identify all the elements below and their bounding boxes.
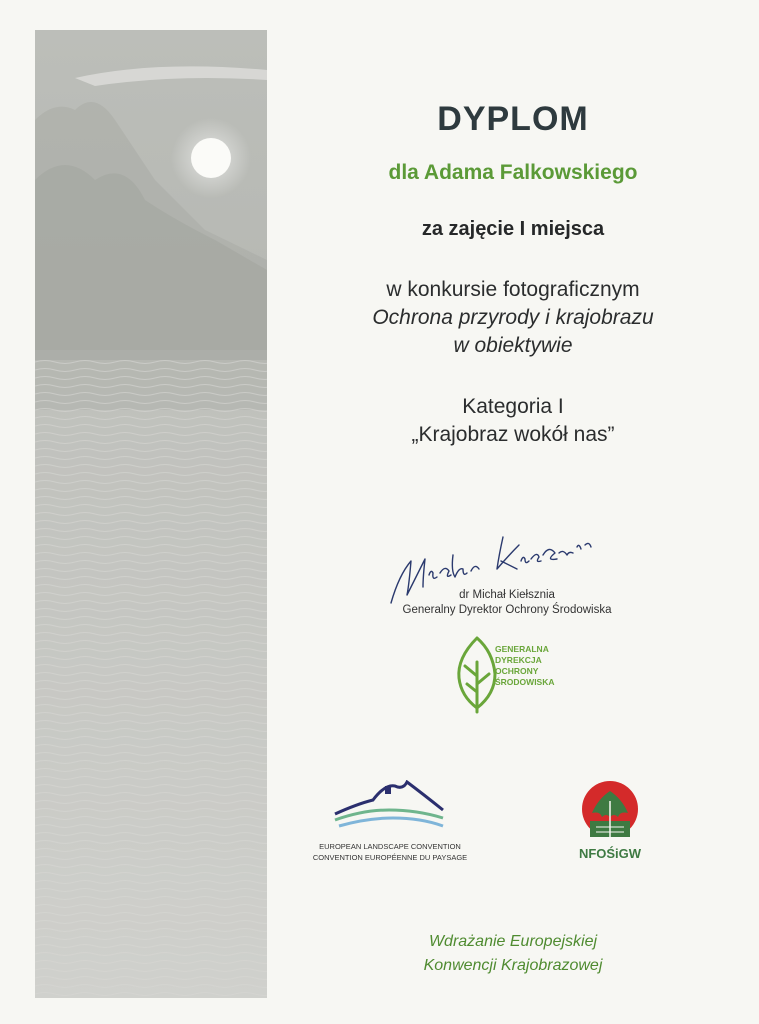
footer-line-2: Konwencji Krajobrazowej	[423, 957, 603, 974]
gdos-line-2: DYREKCJA	[495, 655, 542, 665]
sun-icon	[191, 138, 231, 178]
elc-caption-english: EUROPEAN LANDSCAPE CONVENTION	[319, 842, 461, 851]
tree-circle-logo-icon	[580, 781, 640, 841]
competition-line-3: w obiektywie	[453, 334, 573, 357]
gdos-line-1: GENERALNA	[495, 644, 549, 654]
recipient-name: dla Adama Falkowskiego	[388, 161, 638, 184]
category-line-2: „Krajobraz wokół nas”	[411, 423, 615, 446]
signer-name: dr Michał Kiełsznia	[459, 589, 555, 601]
signer-title: Generalny Dyrektor Ochrony Środowiska	[402, 604, 612, 616]
foggy-landscape-photo	[35, 30, 267, 998]
elc-caption-french: CONVENTION EUROPÉENNE DU PAYSAGE	[312, 853, 468, 862]
category-line-1: Kategoria I	[462, 395, 564, 418]
mountain-landscape-logo-icon	[333, 780, 445, 832]
footer-line-1: Wdrażanie Europejskiej	[428, 933, 598, 950]
competition-line-2: Ochrona przyrody i krajobrazu	[372, 306, 654, 329]
diploma-content	[267, 0, 759, 1024]
foggy-landscape-illustration	[35, 30, 267, 998]
achievement-text: za zajęcie I miejsca	[421, 218, 605, 240]
diploma-title: DYPLOM	[437, 100, 589, 138]
gdos-line-3: OCHRONY	[495, 666, 539, 676]
competition-line-1: w konkursie fotograficznym	[386, 278, 640, 301]
gdos-wordmark	[495, 644, 555, 688]
nfosigw-label: NFOŚiGW	[578, 846, 642, 861]
gdos-line-4: ŚRODOWISKA	[495, 677, 555, 687]
